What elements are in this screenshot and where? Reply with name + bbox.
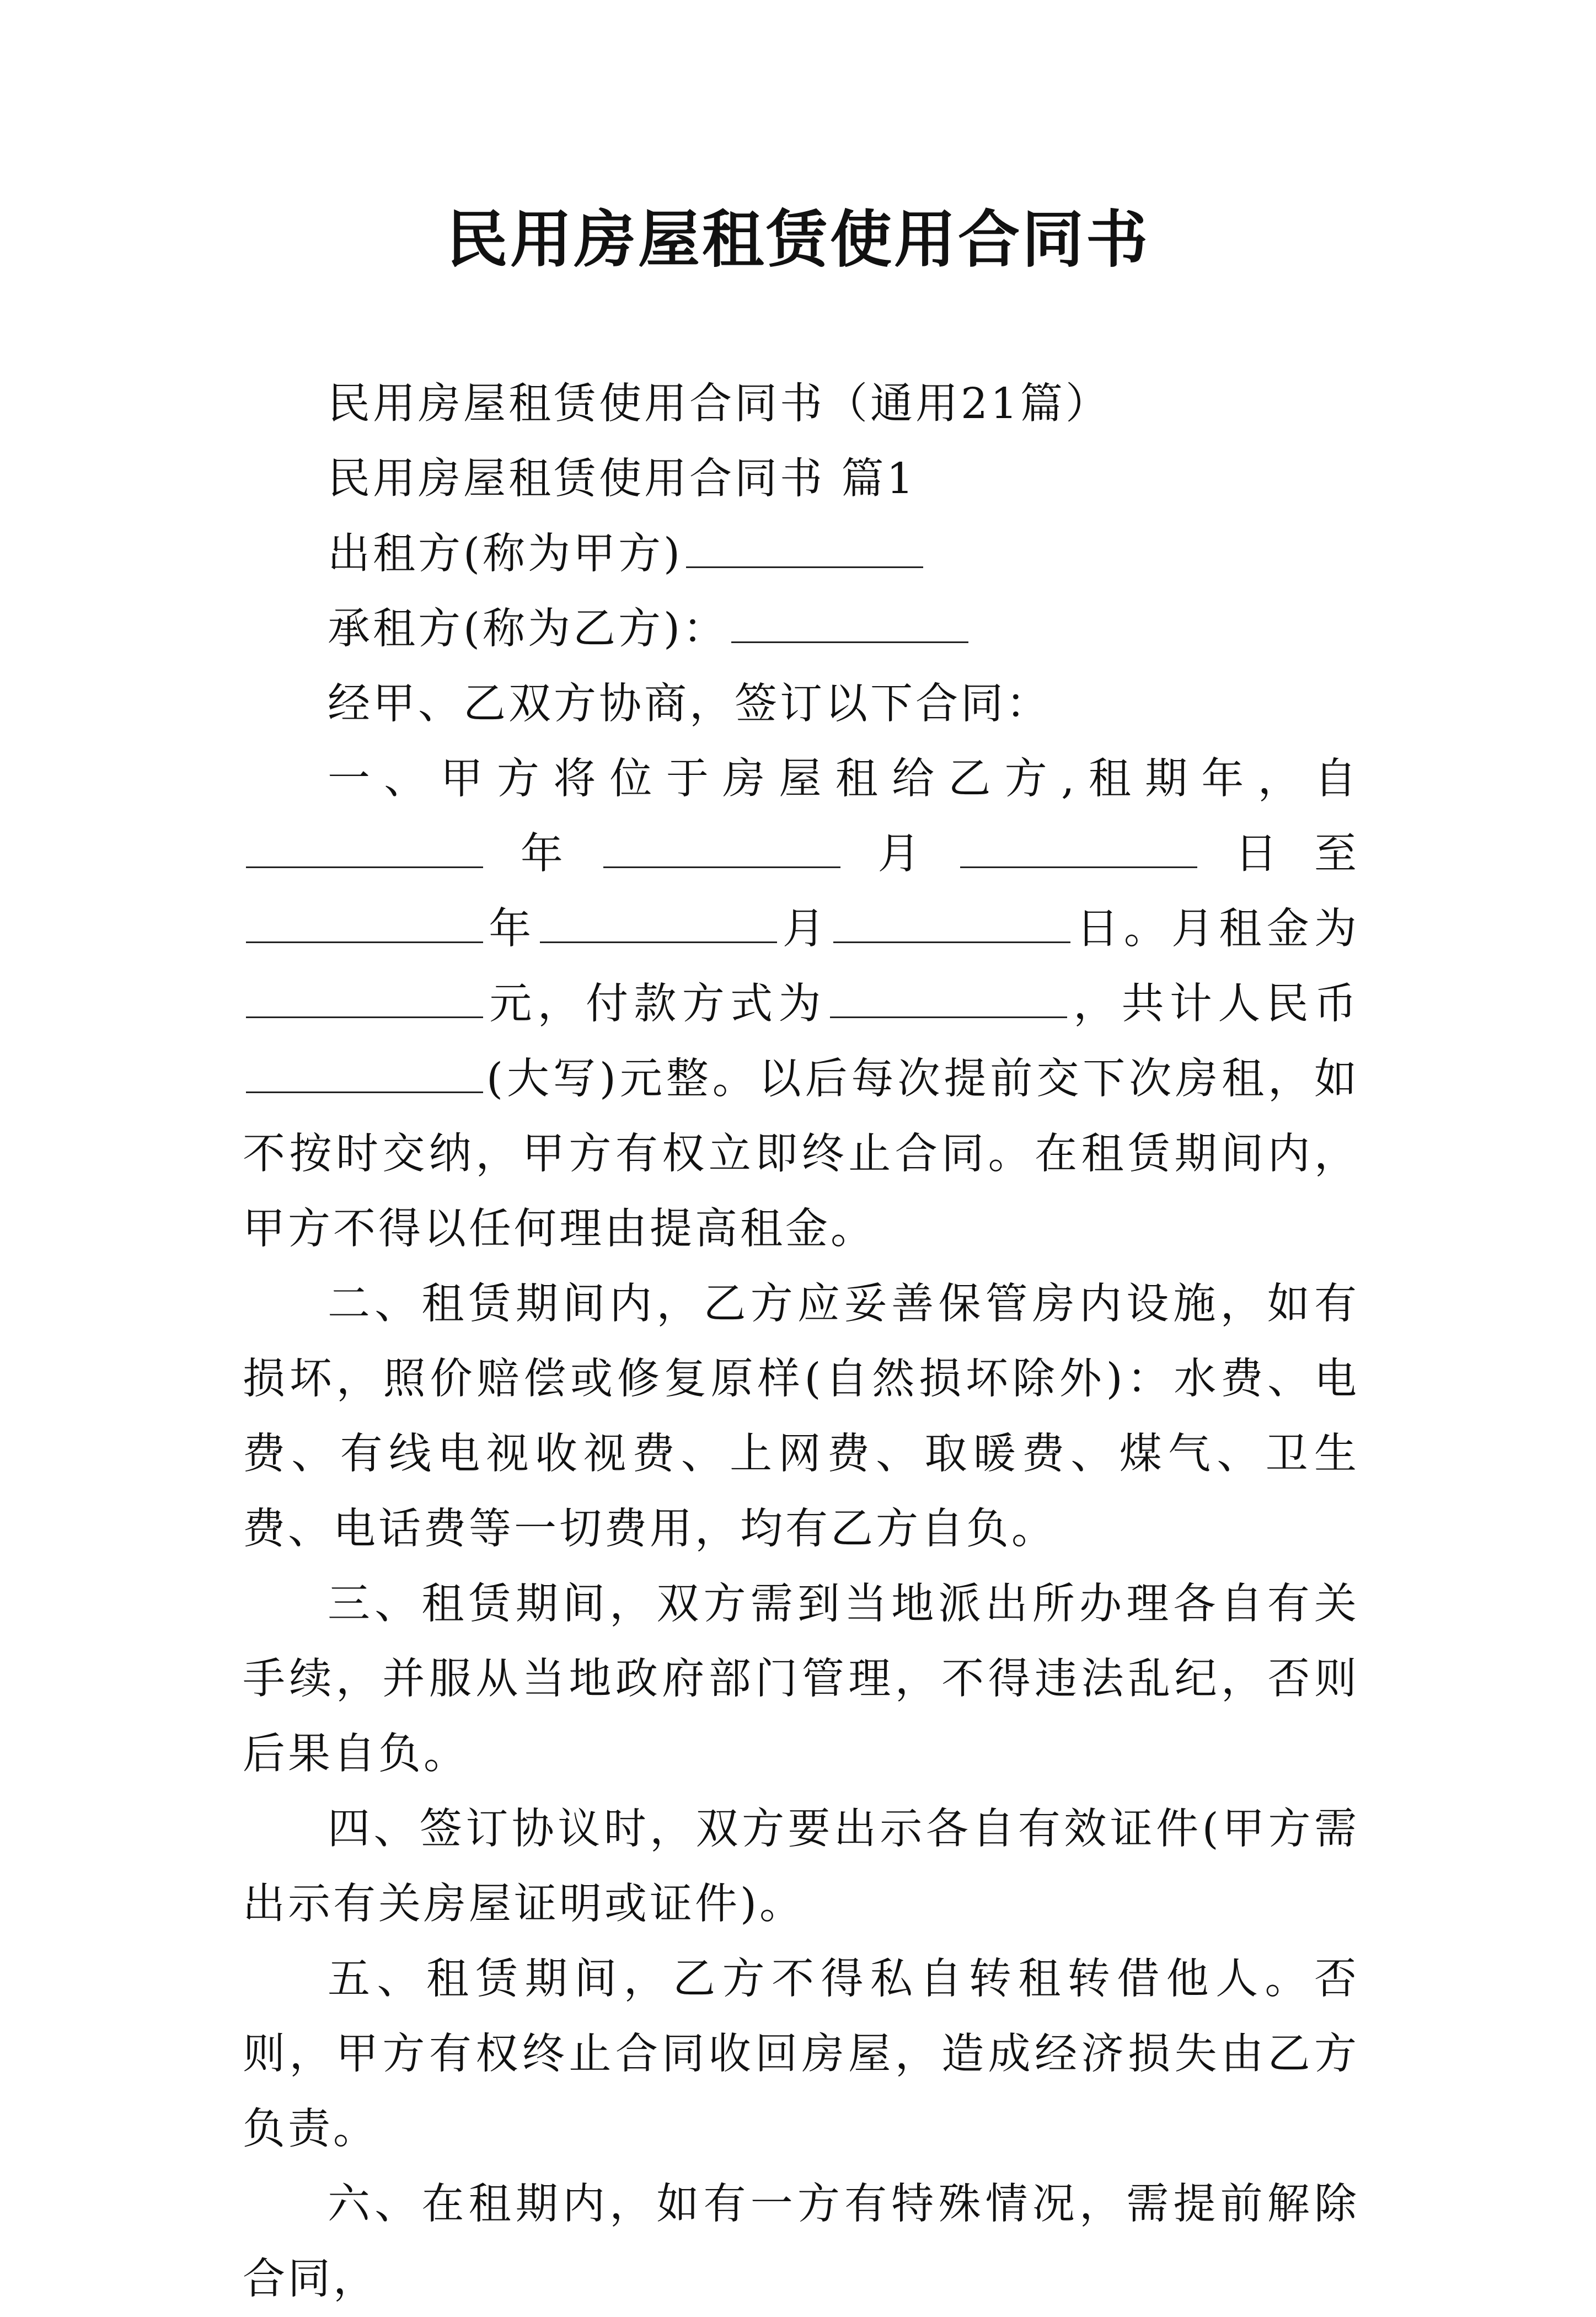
blank-field — [246, 827, 483, 868]
blank-field — [246, 1052, 483, 1093]
intro-paragraph: 经甲、乙双方协商，签订以下合同： — [328, 679, 1051, 729]
blank-field — [246, 902, 483, 943]
blank-field — [246, 977, 483, 1018]
clause-4: 四、签订协议时，双方要出示各自有效证件(甲方需出示有关房屋证明或证件)。 — [243, 1805, 1359, 1929]
clause-6: 六、在租期内，如有一方有特殊情况，需提前解除合同， — [243, 2180, 1359, 2304]
clause-1-text: 一、甲方将位于房屋租给乙方,租期年，自 — [328, 755, 1359, 804]
lessee-line — [243, 592, 1359, 667]
lessor-line — [243, 517, 1359, 592]
clause-1-text: 日至 — [1201, 830, 1360, 879]
lessor-label: 出租方(称为甲方) — [328, 529, 683, 579]
section-heading: 民用房屋租赁使用合同书 篇1 — [328, 454, 917, 504]
clause-1-text: 月 — [780, 905, 831, 954]
blank-field — [830, 977, 1067, 1018]
clause-1-text: 年 — [486, 830, 600, 879]
blank-field — [833, 902, 1070, 943]
blank-field — [540, 902, 777, 943]
clause-1 — [243, 742, 1359, 1267]
clause-1-text: 日。月租金为 — [1074, 905, 1360, 954]
clause-1-text: 月 — [843, 830, 957, 879]
clause-1-text: 年 — [486, 905, 537, 954]
clause-1-text: (大写)元整。以后每次提前交下次房租，如不按时交纳，甲方有权立即终止合同。在租赁期间内，甲方不得以任何理由提高租金。 — [243, 1055, 1359, 1254]
clause-1-text: 元，付款方式为 — [486, 980, 827, 1029]
subtitle: 民用房屋租赁使用合同书（通用21篇） — [328, 379, 1111, 429]
document-title: 民用房屋租赁使用合同书 — [446, 204, 1150, 276]
clause-5: 五、租赁期间，乙方不得私自转租转借他人。否则，甲方有权终止合同收回房屋，造成经济损失由乙方负责。 — [243, 1955, 1359, 2154]
lessee-label: 承租方(称为乙方)： — [328, 604, 729, 654]
lessor-blank — [686, 527, 923, 568]
lessee-blank — [731, 602, 968, 643]
document-body — [243, 367, 1359, 2317]
blank-field — [603, 827, 840, 868]
clause-3: 三、租赁期间，双方需到当地派出所办理各自有关手续，并服从当地政府部门管理，不得违法乱纪，否则后果自负。 — [243, 1580, 1359, 1779]
clause-1-text: ，共计人民币 — [1070, 980, 1360, 1029]
blank-field — [960, 827, 1197, 868]
clause-2: 二、租赁期间内，乙方应妥善保管房内设施，如有损坏，照价赔偿或修复原样(自然损坏除外)：水费、电费、有线电视收视费、上网费、取暖费、煤气、卫生费、电话费等一切费用，均有乙方自负。 — [243, 1280, 1359, 1554]
